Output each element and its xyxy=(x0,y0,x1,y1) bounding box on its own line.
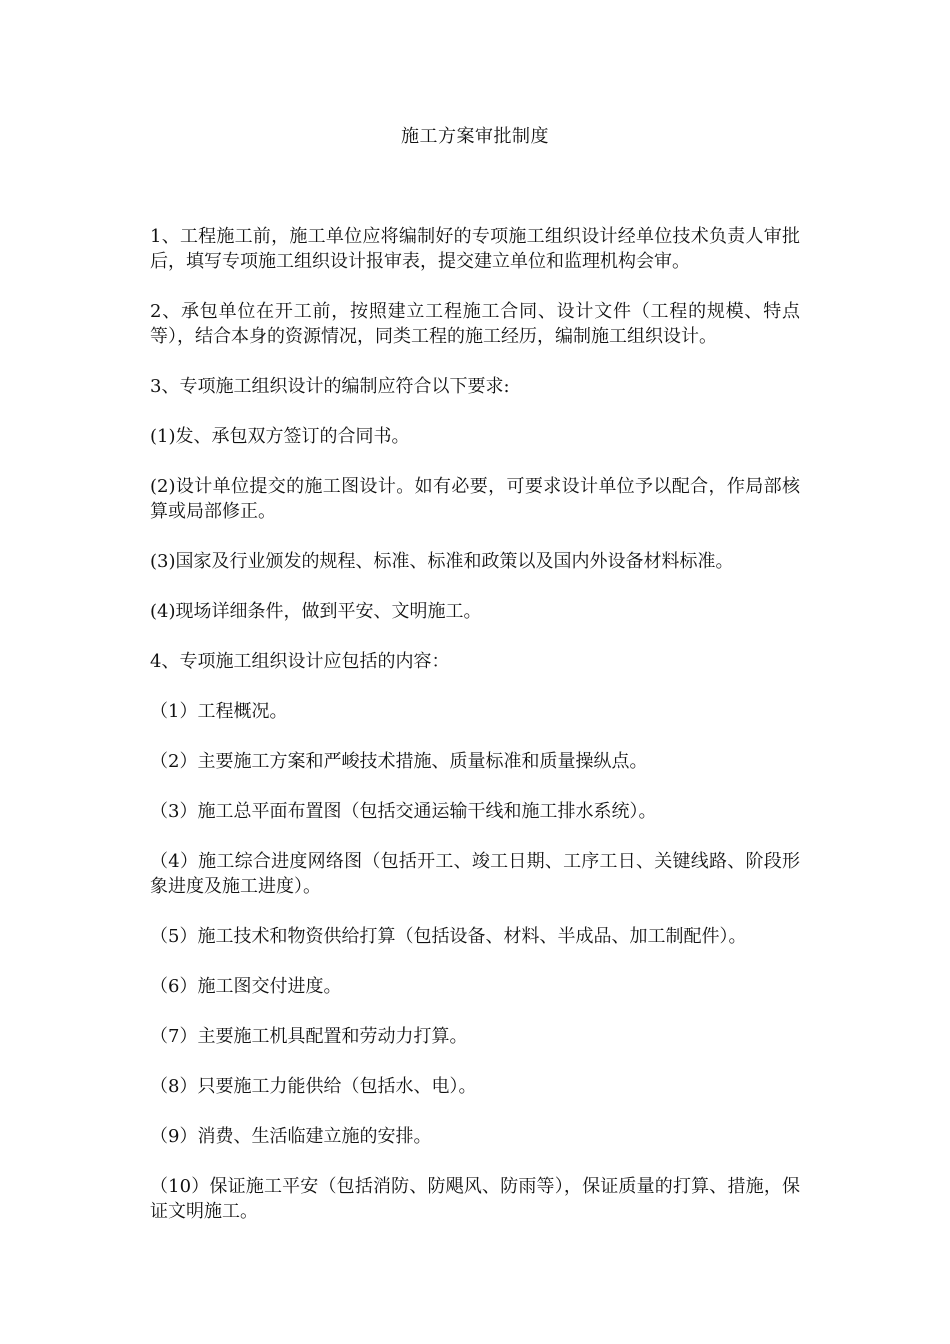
paragraph-4-item-3: （3）施工总平面布置图（包括交通运输干线和施工排水系统）。 xyxy=(150,801,657,822)
paragraph-3-item-2: (2)设计单位提交的施工图设计。如有必要，可要求设计单位予以配合，作局部核算或局部修正。 xyxy=(150,476,800,522)
paragraph-4-item-10: （10）保证施工平安（包括消防、防飓风、防雨等），保证质量的打算、措施，保证文明施工。 xyxy=(150,1176,800,1222)
paragraph-3: 3、专项施工组织设计的编制应符合以下要求: xyxy=(150,376,510,397)
paragraph-4-item-8: （8）只要施工力能供给（包括水、电）。 xyxy=(150,1076,477,1097)
paragraph-4-item-9: （9）消费、生活临建立施的安排。 xyxy=(150,1126,432,1147)
paragraph-3-item-1: (1)发、承包双方签订的合同书。 xyxy=(150,426,410,447)
paragraph-4-item-6: （6）施工图交付进度。 xyxy=(150,976,342,997)
paragraph-4-item-4: （4）施工综合进度网络图（包括开工、竣工日期、工序工日、关键线路、阶段形象进度及施工进度）。 xyxy=(150,851,800,897)
paragraph-3-item-4: (4)现场详细条件，做到平安、文明施工。 xyxy=(150,601,482,622)
document-body xyxy=(150,224,800,1249)
paragraph-4-item-1: （1）工程概况。 xyxy=(150,701,288,722)
paragraph-4-item-5: （5）施工技术和物资供给打算（包括设备、材料、半成品、加工制配件）。 xyxy=(150,926,747,947)
paragraph-4-item-7: （7）主要施工机具配置和劳动力打算。 xyxy=(150,1026,468,1047)
paragraph-3-item-3: (3)国家及行业颁发的规程、标准、标准和政策以及国内外设备材料标准。 xyxy=(150,551,734,572)
paragraph-1: 1、工程施工前，施工单位应将编制好的专项施工组织设计经单位技术负责人审批后，填写专项施工组织设计报审表，提交建立单位和监理机构会审。 xyxy=(150,226,800,272)
paragraph-4: 4、专项施工组织设计应包括的内容： xyxy=(150,651,450,672)
paragraph-2: 2、承包单位在开工前，按照建立工程施工合同、设计文件（工程的规模、特点等），结合本身的资源情况，同类工程的施工经历，编制施工组织设计。 xyxy=(150,301,800,347)
document-title: 施工方案审批制度 xyxy=(401,126,549,147)
paragraph-4-item-2: （2）主要施工方案和严峻技术措施、质量标准和质量操纵点。 xyxy=(150,751,648,772)
